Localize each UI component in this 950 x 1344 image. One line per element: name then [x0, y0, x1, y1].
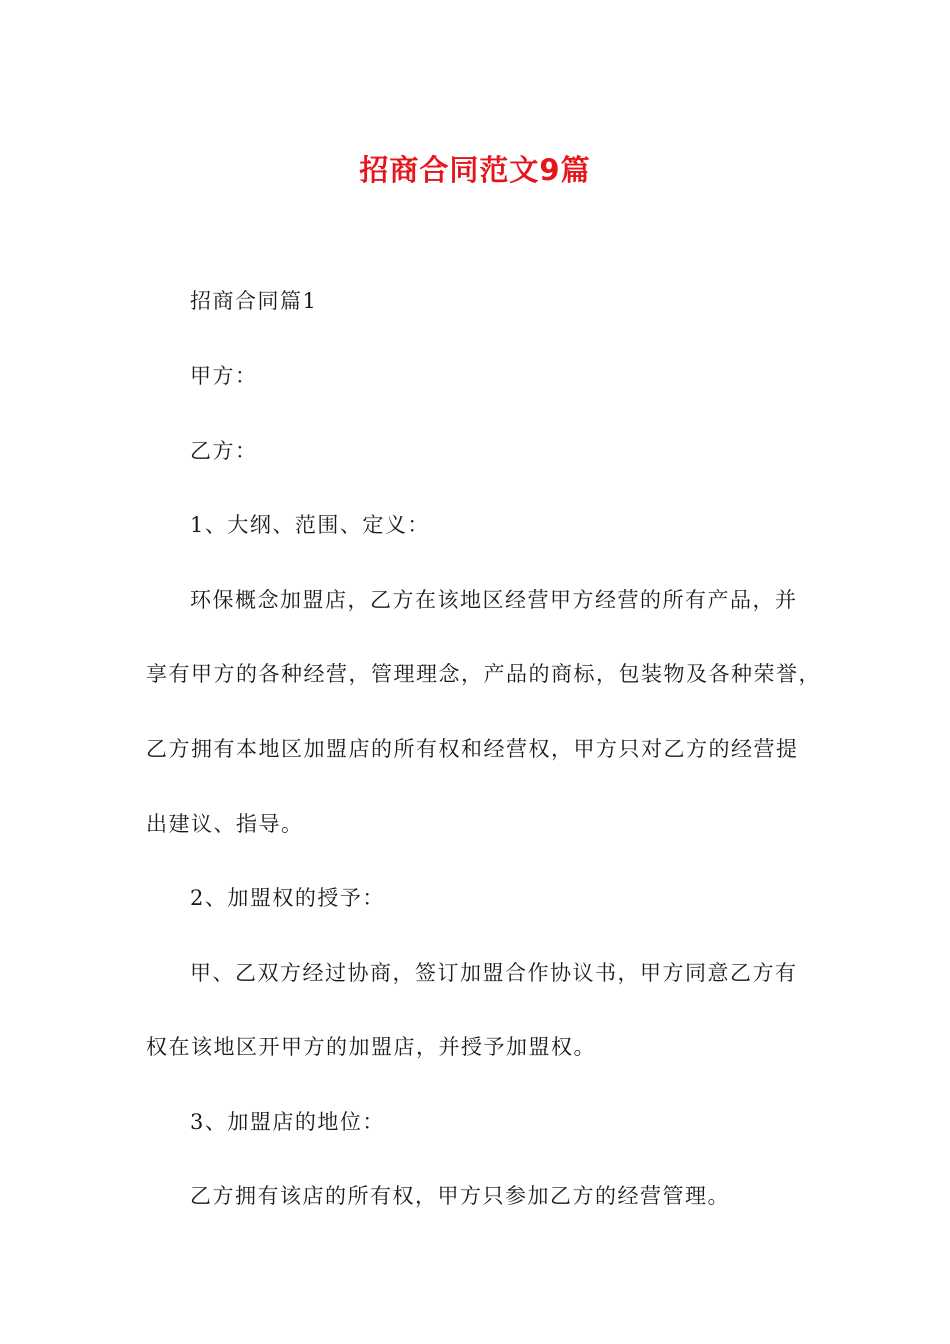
- clause-1-text-line: 出建议、指导。: [146, 812, 304, 836]
- clause-2-text-line: 甲、乙双方经过协商，签订加盟合作协议书，甲方同意乙方有: [190, 961, 798, 985]
- clause-2-text-line: 权在该地区开甲方的加盟店，并授予加盟权。: [146, 1035, 596, 1059]
- party-b-label: 乙方：: [190, 439, 258, 463]
- clause-1-text-line: 乙方拥有本地区加盟店的所有权和经营权，甲方只对乙方的经营提: [146, 737, 799, 761]
- clause-3-heading: 3、加盟店的地位：: [190, 1110, 385, 1134]
- clause-1-text-line: 享有甲方的各种经营，管理理念，产品的商标，包装物及各种荣誉，: [146, 662, 821, 686]
- clause-2-heading: 2、加盟权的授予：: [190, 886, 385, 910]
- clause-1-heading: 1、大纲、范围、定义：: [190, 513, 430, 537]
- party-a-label: 甲方：: [190, 364, 258, 388]
- clause-1-text-line: 环保概念加盟店，乙方在该地区经营甲方经营的所有产品，并: [190, 588, 798, 612]
- clause-3-text-line: 乙方拥有该店的所有权，甲方只参加乙方的经营管理。: [190, 1184, 730, 1208]
- document-title: 招商合同范文9篇: [359, 153, 591, 187]
- section-heading-contract-1: 招商合同篇1: [190, 289, 318, 313]
